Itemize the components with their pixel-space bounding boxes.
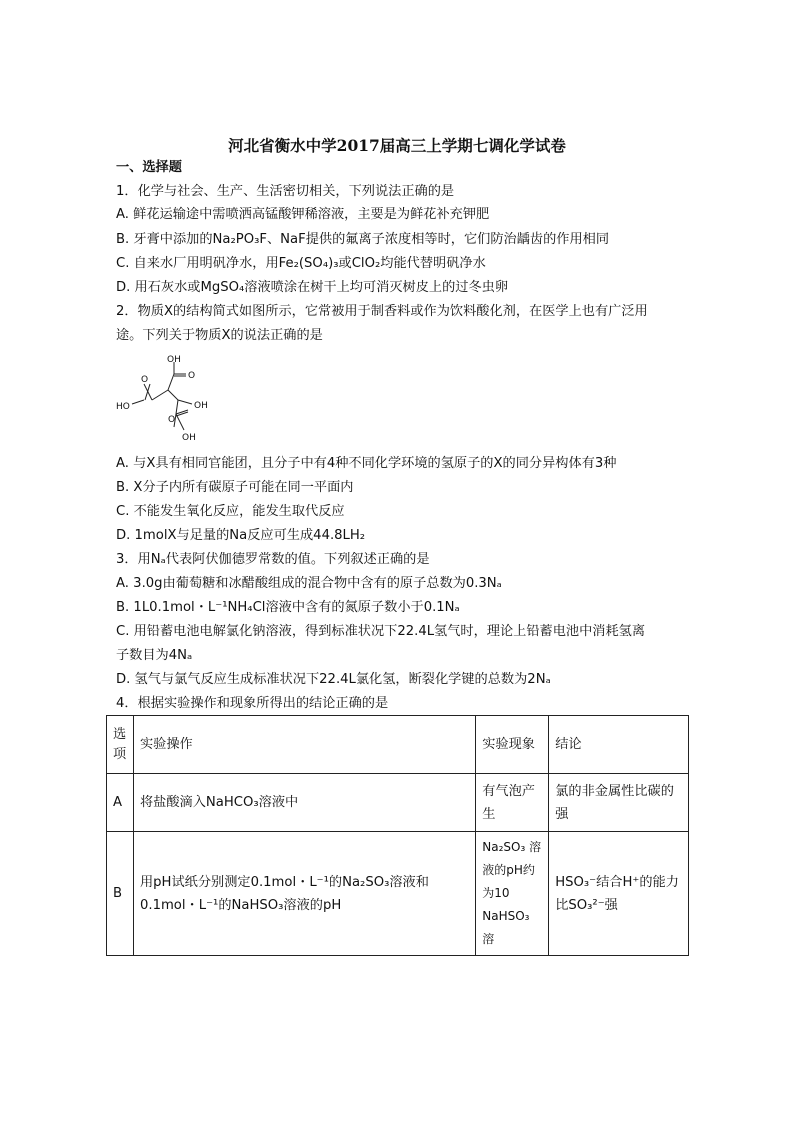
q2-option-d: D. 1molX与足量的Na反应可生成44.8LH₂ bbox=[116, 528, 366, 543]
header-operation: 实验操作 bbox=[133, 716, 475, 774]
q2-option-b: B. X分子内所有碳原子可能在同一平面内 bbox=[116, 480, 354, 495]
row-a-option: A bbox=[107, 774, 134, 832]
header-conclusion: 结论 bbox=[549, 716, 689, 774]
q1-option-a: A. 鲜花运输途中需喷洒高锰酸钾稀溶液，主要是为鲜花补充钾肥 bbox=[116, 207, 490, 222]
experiment-table bbox=[106, 715, 689, 956]
exam-title: 河北省衡水中学2017届高三上学期七调化学试卷 bbox=[228, 136, 566, 155]
q2-option-c: C. 不能发生氧化反应，能发生取代反应 bbox=[116, 504, 345, 519]
section-heading: 一、选择题 bbox=[116, 160, 182, 175]
row-b-phenomenon-line4: NaHSO₃ 溶 bbox=[482, 909, 530, 946]
mol-label-o-top: O bbox=[188, 371, 196, 381]
row-b-phenomenon-line3: 为10 bbox=[482, 886, 510, 900]
mol-label-o-left: O bbox=[141, 375, 149, 385]
header-option: 选项 bbox=[107, 716, 134, 774]
row-b-phenomenon-line1: Na₂SO₃ 溶 bbox=[482, 840, 542, 854]
q4-stem: 4．根据实验操作和现象所得出的结论正确的是 bbox=[116, 696, 389, 711]
row-b-operation-line1: 用pH试纸分别测定0.1mol・L⁻¹的Na₂SO₃溶液和 bbox=[139, 874, 429, 890]
q1-stem: 1．化学与社会、生产、生活密切相关，下列说法正确的是 bbox=[116, 184, 455, 199]
q2-stem-line2: 途。下列关于物质X的说法正确的是 bbox=[116, 328, 323, 343]
q3-option-c-line1: C. 用铅蓄电池电解氯化钠溶液，得到标准状况下22.4L氢气时，理论上铅蓄电池中消耗氢离 bbox=[116, 624, 646, 639]
q3-option-b: B. 1L0.1mol・L⁻¹NH₄Cl溶液中含有的氮原子数小于0.1Nₐ bbox=[116, 600, 460, 615]
q1-option-b: B. 牙膏中添加的Na₂PO₃F、NaF提供的氟离子浓度相等时，它们防治龋齿的作用相同 bbox=[116, 232, 610, 247]
q2-stem-line1: 2．物质X的结构简式如图所示，它常被用于制香料或作为饮料酸化剂，在医学上也有广泛用 bbox=[116, 304, 648, 319]
q1-option-d: D. 用石灰水或MgSO₄溶液喷涂在树干上均可消灭树皮上的过冬虫卵 bbox=[116, 280, 509, 295]
row-a-operation: 将盐酸滴入NaHCO₃溶液中 bbox=[133, 774, 475, 832]
mol-label-oh-bottom: OH bbox=[182, 433, 196, 443]
row-b-phenomenon bbox=[476, 832, 549, 956]
q3-option-d: D. 氢气与氯气反应生成标准状况下22.4L氯化氢，断裂化学键的总数为2Nₐ bbox=[116, 672, 551, 687]
row-b-operation bbox=[133, 832, 475, 956]
table-row bbox=[107, 774, 689, 832]
mol-label-oh-top: OH bbox=[167, 355, 181, 365]
mol-label-oh-right: OH bbox=[194, 401, 208, 411]
structure-formula-image bbox=[112, 352, 222, 447]
row-a-phenomenon: 有气泡产生 bbox=[476, 774, 549, 832]
q3-option-c-line2: 子数目为4Nₐ bbox=[116, 648, 193, 663]
row-a-conclusion: 氯的非金属性比碳的强 bbox=[549, 774, 689, 832]
header-phenomenon: 实验现象 bbox=[476, 716, 549, 774]
row-b-phenomenon-line2: 液的pH约 bbox=[482, 863, 535, 877]
table-header-row bbox=[107, 716, 689, 774]
mol-label-o-bottom: O bbox=[168, 415, 176, 425]
row-b-conclusion-line1: HSO₃⁻结合H⁺的能力 bbox=[555, 874, 679, 890]
q3-stem: 3．用Nₐ代表阿伏伽德罗常数的值。下列叙述正确的是 bbox=[116, 552, 430, 567]
row-b-conclusion-line2: 比SO₃²⁻强 bbox=[555, 897, 618, 913]
q2-option-a: A. 与X具有相同官能团，且分子中有4种不同化学环境的氢原子的X的同分异构体有3种 bbox=[116, 456, 617, 471]
q3-option-a: A. 3.0g由葡萄糖和冰醋酸组成的混合物中含有的原子总数为0.3Nₐ bbox=[116, 576, 502, 591]
mol-label-ho-left: HO bbox=[116, 402, 130, 412]
row-b-operation-line2: 0.1mol・L⁻¹的NaHSO₃溶液的pH bbox=[139, 897, 342, 913]
table-row bbox=[107, 832, 689, 956]
row-b-option: B bbox=[107, 832, 134, 956]
row-b-conclusion bbox=[549, 832, 689, 956]
q1-option-c: C. 自来水厂用明矾净水，用Fe₂(SO₄)₃或ClO₂均能代替明矾净水 bbox=[116, 256, 486, 271]
